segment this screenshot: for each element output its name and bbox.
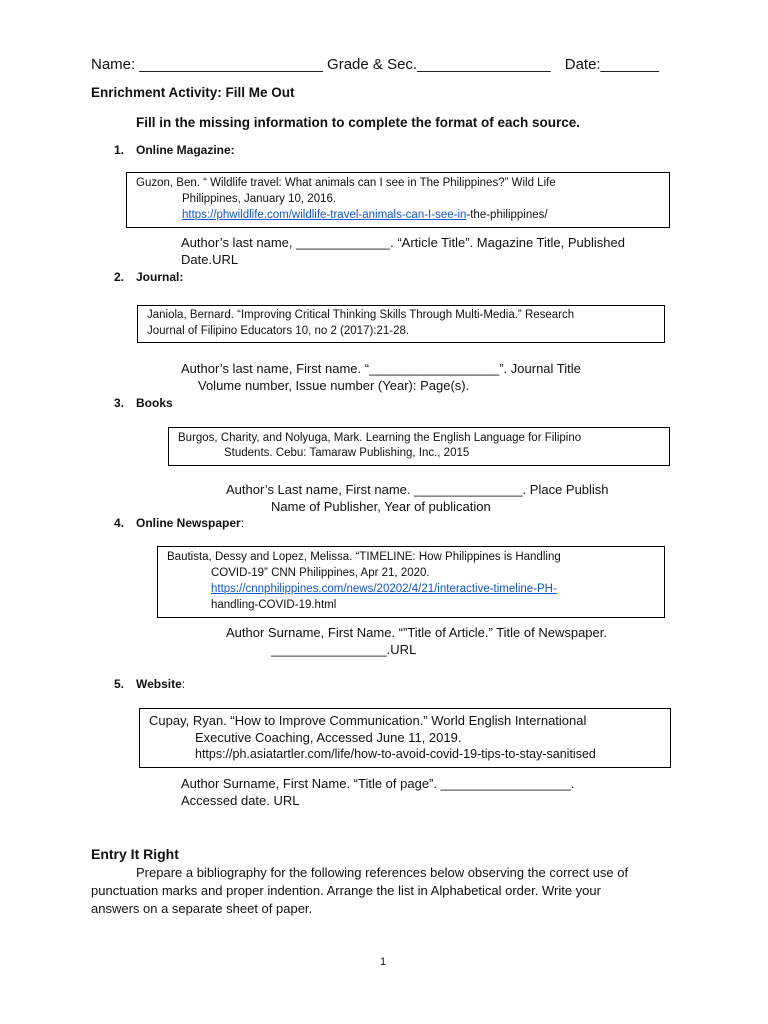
date-field: Date:_______	[564, 56, 659, 73]
reference-box-magazine	[126, 172, 670, 228]
format-line: ________________.URL	[271, 642, 417, 657]
format-line: Accessed date. URL	[181, 793, 300, 808]
format-line: Author Surname, First Name. “Title of page”. __________________.	[181, 776, 575, 791]
reference-line: Guzon, Ben. “ Wildlife travel: What animals can I see in The Philippines?” Wild Life	[136, 177, 556, 189]
item-number: 5.	[114, 677, 125, 691]
format-line: Volume number, Issue number (Year): Page(s).	[198, 378, 470, 393]
reference-line: Bautista, Dessy and Lopez, Melissa. “TIMELINE: How Philippines is Handling	[167, 551, 561, 563]
reference-box-newspaper	[157, 546, 665, 618]
reference-box-website	[139, 708, 671, 768]
reference-line: Students. Cebu: Tamaraw Publishing, Inc., 2015	[224, 447, 470, 459]
item-label-online-newspaper: Online Newspaper:	[136, 516, 245, 530]
format-line: Author’s last name, First name. “__________________”. Journal Title	[181, 361, 581, 376]
reference-line: Janiola, Bernard. “Improving Critical Thinking Skills Through Multi-Media.” Research	[147, 309, 575, 321]
name-grade-fields: Name: ______________________ Grade & Sec.________________	[91, 56, 551, 73]
reference-line: Philippines, January 10, 2016.	[182, 193, 337, 205]
section-heading: Entry It Right	[91, 846, 179, 862]
format-line: Author’s Last name, First name. _______________. Place Publish	[226, 482, 609, 497]
reference-url-line	[182, 209, 548, 221]
format-line: Author’s last name, _____________. “Article Title”. Magazine Title, Published	[181, 235, 625, 250]
paragraph-line: answers on a separate sheet of paper.	[91, 901, 313, 916]
item-number: 3.	[114, 396, 125, 410]
reference-url-tail: -the-philippines/	[466, 209, 548, 221]
reference-line: Burgos, Charity, and Nolyuga, Mark. Learning the English Language for Filipino	[178, 432, 582, 444]
reference-line: handling-COVID-19.html	[211, 599, 337, 611]
paragraph-line: Prepare a bibliography for the following references below observing the correct use of	[136, 865, 629, 880]
item-number: 4.	[114, 516, 125, 530]
item-label-books: Books	[136, 396, 173, 410]
reference-link[interactable]: https://cnnphilippines.com/news/20202/4/21/interactive-timeline-PH-	[211, 583, 557, 595]
item-label-online-magazine: Online Magazine:	[136, 143, 235, 157]
reference-line: Cupay, Ryan. “How to Improve Communication.” World English International	[149, 713, 587, 728]
format-line: Date.URL	[181, 252, 239, 267]
item-number: 2.	[114, 270, 125, 284]
item-number: 1.	[114, 143, 125, 157]
page-number: 1	[380, 956, 387, 968]
paragraph-line: punctuation marks and proper indention. Arrange the list in Alphabetical order. Write your	[91, 883, 601, 898]
reference-link[interactable]: https://phwildlife.com/wildlife-travel-animals-can-I-see-in	[182, 209, 467, 221]
format-line: Name of Publisher, Year of publication	[271, 499, 491, 514]
reference-line: Executive Coaching, Accessed June 11, 2019.	[195, 730, 462, 745]
header-line	[91, 56, 659, 73]
reference-line: Journal of Filipino Educators 10, no 2 (2017):21-28.	[147, 325, 410, 337]
item-label-journal: Journal:	[136, 270, 184, 284]
reference-box-journal	[137, 305, 665, 343]
reference-box-books	[168, 427, 670, 466]
page-title: Enrichment Activity: Fill Me Out	[91, 85, 295, 100]
instruction: Fill in the missing information to complete the format of each source.	[136, 115, 581, 130]
format-line: Author Surname, First Name. “”Title of Article.” Title of Newspaper.	[226, 625, 607, 640]
reference-line: https://ph.asiatartler.com/life/how-to-avoid-covid-19-tips-to-stay-sanitised	[195, 747, 596, 761]
reference-line: COVID-19” CNN Philippines, Apr 21, 2020.	[211, 567, 430, 579]
item-label-website: Website:	[136, 677, 186, 691]
